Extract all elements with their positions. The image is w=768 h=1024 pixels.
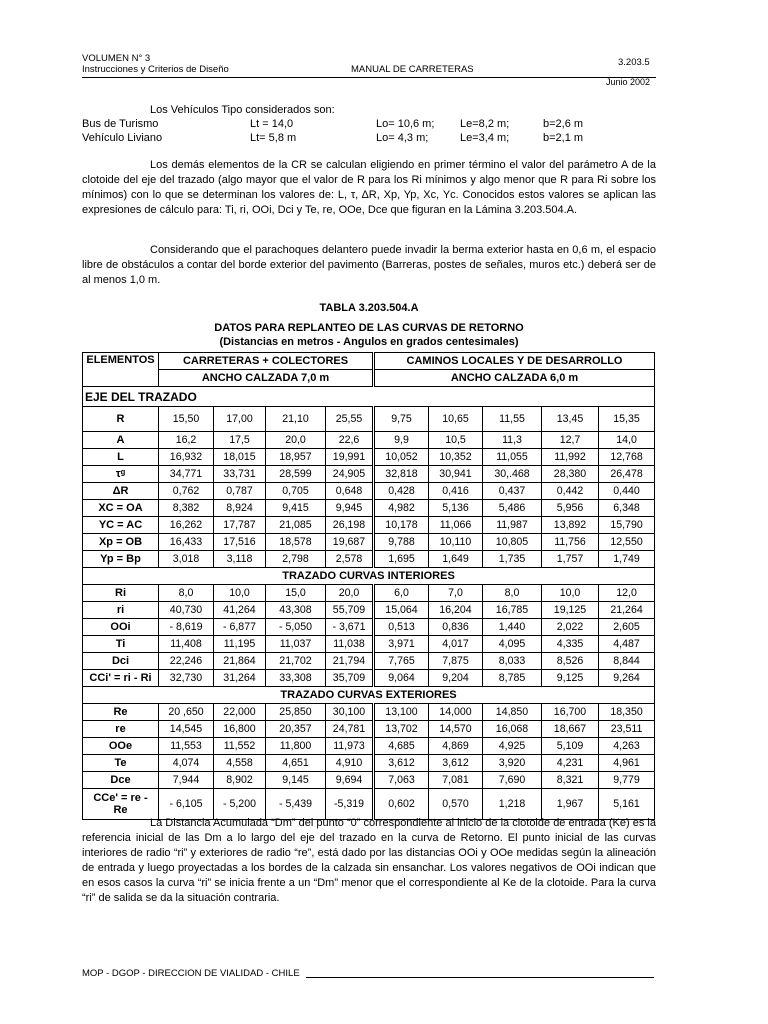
table-row xyxy=(83,602,655,619)
table-cell: 4,335 xyxy=(542,636,599,653)
table-cell: 23,511 xyxy=(599,721,655,738)
table-cell: 5,161 xyxy=(599,789,655,820)
table-cell: 15,0 xyxy=(266,585,326,602)
table-cell: 32,730 xyxy=(159,670,214,687)
table-cell: 5,136 xyxy=(429,500,483,517)
paragraph-parameters: Los demás elementos de la CR se calculan eligiendo en primer término el valor del parámetro A de la clotoide del eje del trazado (algo mayor que el valor de R para los Ri mínimos y algo menor que R para Ri sobre los mínimos) con lo que se determinan los valores de: L, τ, ΔR, Xp, Yp, Xc, Yc. Conocidos estos valores se aplican las expresiones de cálculo para: Ti, ri, OOi, Dci y Te, re, OOe, Dce que figuran en la Lámina 3.203.504.A. xyxy=(82,159,656,216)
table-cell: 1,440 xyxy=(483,619,542,636)
table-cell: 16,068 xyxy=(483,721,542,738)
row-label: XC = OA xyxy=(83,500,159,517)
table-cell: 20,357 xyxy=(266,721,326,738)
table-cell: 0,787 xyxy=(214,483,266,500)
table-cell: 7,944 xyxy=(159,772,214,789)
table-cell: 22,000 xyxy=(214,704,266,721)
vehicle-b: b=2,1 m xyxy=(543,132,584,144)
table-cell: 11,756 xyxy=(542,534,599,551)
table-cell: 4,982 xyxy=(374,500,429,517)
table-cell: 8,321 xyxy=(542,772,599,789)
table-cell: 4,869 xyxy=(429,738,483,755)
table-cell: 5,109 xyxy=(542,738,599,755)
table-cell: 10,0 xyxy=(542,585,599,602)
table-cell: 21,794 xyxy=(326,653,374,670)
table-cell: 35,709 xyxy=(326,670,374,687)
table-cell: 9,779 xyxy=(599,772,655,789)
table-cell: 33,731 xyxy=(214,466,266,483)
table-row xyxy=(83,789,655,820)
table-cell: 14,570 xyxy=(429,721,483,738)
table-cell: 33,308 xyxy=(266,670,326,687)
table-cell: 16,700 xyxy=(542,704,599,721)
table-cell: 0,648 xyxy=(326,483,374,500)
table-cell: 13,45 xyxy=(542,407,599,432)
row-label: L xyxy=(83,449,159,466)
table-cell: 31,264 xyxy=(214,670,266,687)
table-row xyxy=(83,670,655,687)
table-cell: 0,705 xyxy=(266,483,326,500)
table-cell: 16,800 xyxy=(214,721,266,738)
table-cell: 20 ,650 xyxy=(159,704,214,721)
table-cell: 7,081 xyxy=(429,772,483,789)
row-label: Ti xyxy=(83,636,159,653)
table-cell: 10,178 xyxy=(374,517,429,534)
table-cell: 28,599 xyxy=(266,466,326,483)
vehicle-le: Le=8,2 m; xyxy=(460,118,510,130)
table-cell: 12,768 xyxy=(599,449,655,466)
table-cell: 21,085 xyxy=(266,517,326,534)
table-row xyxy=(83,704,655,721)
table-cell: 4,685 xyxy=(374,738,429,755)
table-row xyxy=(83,653,655,670)
table-row xyxy=(83,585,655,602)
table-cell: 8,0 xyxy=(159,585,214,602)
table-cell: 7,765 xyxy=(374,653,429,670)
table-cell: 1,757 xyxy=(542,551,599,568)
table-cell: 7,0 xyxy=(429,585,483,602)
table-cell: 8,382 xyxy=(159,500,214,517)
table-cell: 9,145 xyxy=(266,772,326,789)
table-cell: 9,945 xyxy=(326,500,374,517)
table-cell: 4,910 xyxy=(326,755,374,772)
table-cell: 9,264 xyxy=(599,670,655,687)
table-cell: 0,836 xyxy=(429,619,483,636)
header-group1: CARRETERAS + COLECTORES xyxy=(159,353,374,370)
table-cell: 6,348 xyxy=(599,500,655,517)
paragraph-distance: La Distancia Acumulada “Dm” del punto “0” correspondiente al inicio de la clotoide de entrada (Ke) es la referencia inicial de las Dm a lo largo del eje del trazado en la curva de Retorno. El punto inicial de las curvas interiores de radio “ri” y exteriores de radio “re”, está dado por las distancias OOi y OOe medidas según la alineación de entrada y luego proyectadas a los bordes de la calzada sin ensanchar. Los valores negativos de OOi indican que en esos casos la curva “ri” se inicia frente a un “Dm” menor que el correspondiente al Ke de la clotoide. Para la curva “ri” de salida se da la situación contraria. xyxy=(82,817,656,904)
table-cell: 28,380 xyxy=(542,466,599,483)
table-cell: 11,037 xyxy=(266,636,326,653)
table-cell: 10,805 xyxy=(483,534,542,551)
table-cell: 11,55 xyxy=(483,407,542,432)
table-cell: - 5,200 xyxy=(214,789,266,820)
table-cell: 18,957 xyxy=(266,449,326,466)
table-row xyxy=(83,432,655,449)
table-cell: 11,3 xyxy=(483,432,542,449)
table-cell: 0,428 xyxy=(374,483,429,500)
table-cell: 16,262 xyxy=(159,517,214,534)
table-cell: 2,798 xyxy=(266,551,326,568)
table-cell: 16,433 xyxy=(159,534,214,551)
table-cell: 15,35 xyxy=(599,407,655,432)
table-cell: 0,762 xyxy=(159,483,214,500)
table-cell: 4,558 xyxy=(214,755,266,772)
header-date: Junio 2002 xyxy=(606,77,651,87)
row-label: R xyxy=(83,407,159,432)
table-cell: 7,690 xyxy=(483,772,542,789)
table-cell: 9,125 xyxy=(542,670,599,687)
table-cell: 10,052 xyxy=(374,449,429,466)
table-cell: 1,749 xyxy=(599,551,655,568)
table-cell: 9,9 xyxy=(374,432,429,449)
table-cell: 25,850 xyxy=(266,704,326,721)
table-cell: 15,064 xyxy=(374,602,429,619)
header-manual: MANUAL DE CARRETERAS xyxy=(351,64,474,75)
table-cell: 1,967 xyxy=(542,789,599,820)
table-row xyxy=(83,755,655,772)
table-row xyxy=(83,619,655,636)
table-cell: 2,578 xyxy=(326,551,374,568)
table-cell: 9,415 xyxy=(266,500,326,517)
table-cell: 32,818 xyxy=(374,466,429,483)
table-cell: 11,038 xyxy=(326,636,374,653)
table-cell: 30,100 xyxy=(326,704,374,721)
table-cell: 8,924 xyxy=(214,500,266,517)
row-label: OOe xyxy=(83,738,159,755)
vehicle-lt: Lt = 14,0 xyxy=(250,118,294,130)
paragraph-clearance: Considerando que el parachoques delantero puede invadir la berma exterior hasta en 0,6 m, el espacio libre de obstáculos a contar del borde exterior del pavimento (Barreras, postes de señales, muros etc.) deberá ser de al menos 1,0 m. xyxy=(82,244,656,286)
table-cell: 11,987 xyxy=(483,517,542,534)
table-cell: 16,2 xyxy=(159,432,214,449)
table-cell: 16,932 xyxy=(159,449,214,466)
table-cell: 14,000 xyxy=(429,704,483,721)
table-cell: 9,694 xyxy=(326,772,374,789)
table-cell: 21,264 xyxy=(599,602,655,619)
return-curves-table xyxy=(82,352,655,820)
table-cell: 0,602 xyxy=(374,789,429,820)
table-cell: 13,100 xyxy=(374,704,429,721)
table-cell: 13,892 xyxy=(542,517,599,534)
table-cell: - 8,619 xyxy=(159,619,214,636)
table-cell: 5,486 xyxy=(483,500,542,517)
table-cell: 1,649 xyxy=(429,551,483,568)
table-cell: - 6,105 xyxy=(159,789,214,820)
table-cell: 12,550 xyxy=(599,534,655,551)
table-cell: 10,65 xyxy=(429,407,483,432)
row-label: YC = AC xyxy=(83,517,159,534)
row-label: Dce xyxy=(83,772,159,789)
row-label: Yp = Bp xyxy=(83,551,159,568)
table-cell: 11,992 xyxy=(542,449,599,466)
vehicle-name: Vehículo Liviano xyxy=(82,132,163,144)
table-number: TABLA 3.203.504.A xyxy=(319,302,419,314)
table-cell: 3,118 xyxy=(214,551,266,568)
table-cell: 7,063 xyxy=(374,772,429,789)
table-cell: 13,702 xyxy=(374,721,429,738)
table-cell: 9,204 xyxy=(429,670,483,687)
table-cell: 34,771 xyxy=(159,466,214,483)
section-exteriores: TRAZADO CURVAS EXTERIORES xyxy=(83,687,655,704)
table-cell: 2,605 xyxy=(599,619,655,636)
table-row xyxy=(83,772,655,789)
row-label: τᵍ xyxy=(83,466,159,483)
table-cell: 20,0 xyxy=(326,585,374,602)
table-cell: 7,875 xyxy=(429,653,483,670)
row-label: ΔR xyxy=(83,483,159,500)
table-cell: 3,018 xyxy=(159,551,214,568)
table-cell: 18,667 xyxy=(542,721,599,738)
table-cell: 17,516 xyxy=(214,534,266,551)
table-cell: 4,231 xyxy=(542,755,599,772)
table-cell: 24,905 xyxy=(326,466,374,483)
header-group2-width: ANCHO CALZADA 6,0 m xyxy=(374,370,655,387)
table-cell: 11,553 xyxy=(159,738,214,755)
table-cell: 15,50 xyxy=(159,407,214,432)
table-cell: 9,75 xyxy=(374,407,429,432)
table-row xyxy=(83,517,655,534)
table-cell: 6,0 xyxy=(374,585,429,602)
header-section: 3.203.5 xyxy=(618,57,650,68)
table-cell: 30,.468 xyxy=(483,466,542,483)
table-title: DATOS PARA REPLANTEO DE LAS CURVAS DE RETORNO xyxy=(214,322,524,334)
table-row xyxy=(83,721,655,738)
table-cell: 11,066 xyxy=(429,517,483,534)
table-cell: 11,800 xyxy=(266,738,326,755)
table-cell: 40,730 xyxy=(159,602,214,619)
table-cell: 4,651 xyxy=(266,755,326,772)
table-cell: 55,709 xyxy=(326,602,374,619)
header-elementos: ELEMENTOS xyxy=(83,353,159,387)
footer-rule xyxy=(306,977,654,978)
table-cell: 11,055 xyxy=(483,449,542,466)
vehicle-b: b=2,6 m xyxy=(543,118,584,130)
table-row xyxy=(83,407,655,432)
table-cell: -5,319 xyxy=(326,789,374,820)
table-cell: 3,612 xyxy=(429,755,483,772)
table-cell: 4,925 xyxy=(483,738,542,755)
table-row xyxy=(83,534,655,551)
table-cell: 4,961 xyxy=(599,755,655,772)
table-cell: 10,0 xyxy=(214,585,266,602)
table-cell: 25,55 xyxy=(326,407,374,432)
table-cell: 0,570 xyxy=(429,789,483,820)
table-cell: - 3,671 xyxy=(326,619,374,636)
row-label: A xyxy=(83,432,159,449)
section-interiores: TRAZADO CURVAS INTERIORES xyxy=(83,568,655,585)
table-cell: 3,920 xyxy=(483,755,542,772)
footer-text: MOP - DGOP - DIRECCION DE VIALIDAD - CHILE xyxy=(82,968,300,979)
table-cell: 22,6 xyxy=(326,432,374,449)
row-label: Te xyxy=(83,755,159,772)
header-rule xyxy=(82,77,656,78)
table-cell: 43,308 xyxy=(266,602,326,619)
table-cell: 0,442 xyxy=(542,483,599,500)
table-cell: - 5,050 xyxy=(266,619,326,636)
table-cell: - 5,439 xyxy=(266,789,326,820)
table-cell: 4,487 xyxy=(599,636,655,653)
header-group1-width: ANCHO CALZADA 7,0 m xyxy=(159,370,374,387)
table-cell: 0,416 xyxy=(429,483,483,500)
row-label: Re xyxy=(83,704,159,721)
vehicle-lt: Lt= 5,8 m xyxy=(250,132,297,144)
table-cell: 19,125 xyxy=(542,602,599,619)
table-cell: 26,478 xyxy=(599,466,655,483)
table-cell: 0,437 xyxy=(483,483,542,500)
vehicle-name: Bus de Turismo xyxy=(82,118,159,130)
table-cell: 20,0 xyxy=(266,432,326,449)
table-row xyxy=(83,500,655,517)
table-cell: 9,064 xyxy=(374,670,429,687)
table-cell: 8,526 xyxy=(542,653,599,670)
table-cell: 21,864 xyxy=(214,653,266,670)
vehicles-intro: Los Vehículos Tipo considerados son: xyxy=(150,104,335,116)
vehicle-lo: Lo= 4,3 m; xyxy=(376,132,429,144)
table-cell: 0,440 xyxy=(599,483,655,500)
row-label: Dci xyxy=(83,653,159,670)
table-cell: 10,110 xyxy=(429,534,483,551)
table-cell: 10,5 xyxy=(429,432,483,449)
table-cell: 8,902 xyxy=(214,772,266,789)
table-cell: 4,074 xyxy=(159,755,214,772)
row-label: CCe' = re - Re xyxy=(83,789,159,820)
table-row xyxy=(83,636,655,653)
section-eje: EJE DEL TRAZADO xyxy=(83,387,655,407)
table-cell: 4,095 xyxy=(483,636,542,653)
header-subtitle: Instrucciones y Criterios de Diseño xyxy=(82,64,229,75)
table-cell: 19,991 xyxy=(326,449,374,466)
row-label: CCi' = ri - Ri xyxy=(83,670,159,687)
table-row xyxy=(83,551,655,568)
table-cell: 17,00 xyxy=(214,407,266,432)
table-cell: 17,5 xyxy=(214,432,266,449)
table-cell: 3,612 xyxy=(374,755,429,772)
table-cell: 3,971 xyxy=(374,636,429,653)
table-cell: 14,0 xyxy=(599,432,655,449)
table-cell: 11,552 xyxy=(214,738,266,755)
table-row xyxy=(83,738,655,755)
table-cell: 8,785 xyxy=(483,670,542,687)
table-cell: 1,218 xyxy=(483,789,542,820)
vehicle-le: Le=3,4 m; xyxy=(460,132,510,144)
table-cell: 9,788 xyxy=(374,534,429,551)
row-label: re xyxy=(83,721,159,738)
table-cell: 2,022 xyxy=(542,619,599,636)
table-cell: 11,973 xyxy=(326,738,374,755)
table-cell: 4,017 xyxy=(429,636,483,653)
table-cell: 26,198 xyxy=(326,517,374,534)
table-cell: 15,790 xyxy=(599,517,655,534)
table-cell: 18,350 xyxy=(599,704,655,721)
table-cell: 24,781 xyxy=(326,721,374,738)
row-label: OOi xyxy=(83,619,159,636)
table-cell: 14,850 xyxy=(483,704,542,721)
table-cell: 8,844 xyxy=(599,653,655,670)
table-subtitle: (Distancias en metros - Angulos en grados centesimales) xyxy=(219,336,519,348)
table-cell: 1,695 xyxy=(374,551,429,568)
table-cell: 16,204 xyxy=(429,602,483,619)
table-cell: 22,246 xyxy=(159,653,214,670)
table-cell: 8,033 xyxy=(483,653,542,670)
table-cell: 41,264 xyxy=(214,602,266,619)
row-label: Xp = OB xyxy=(83,534,159,551)
row-label: ri xyxy=(83,602,159,619)
table-cell: 5,956 xyxy=(542,500,599,517)
table-cell: 21,10 xyxy=(266,407,326,432)
table-cell: 14,545 xyxy=(159,721,214,738)
row-label: Ri xyxy=(83,585,159,602)
header-group2: CAMINOS LOCALES Y DE DESARROLLO xyxy=(374,353,655,370)
table-row xyxy=(83,449,655,466)
table-cell: 12,7 xyxy=(542,432,599,449)
table-row xyxy=(83,466,655,483)
table-cell: 21,702 xyxy=(266,653,326,670)
table-cell: 10,352 xyxy=(429,449,483,466)
table-cell: 17,787 xyxy=(214,517,266,534)
table-cell: 12,0 xyxy=(599,585,655,602)
table-cell: 4,263 xyxy=(599,738,655,755)
table-cell: - 6,877 xyxy=(214,619,266,636)
table-cell: 8,0 xyxy=(483,585,542,602)
table-cell: 18,578 xyxy=(266,534,326,551)
table-row xyxy=(83,483,655,500)
table-cell: 30,941 xyxy=(429,466,483,483)
header-volume: VOLUMEN N° 3 xyxy=(82,53,151,64)
table-cell: 0,513 xyxy=(374,619,429,636)
table-cell: 11,195 xyxy=(214,636,266,653)
table-cell: 11,408 xyxy=(159,636,214,653)
table-cell: 19,687 xyxy=(326,534,374,551)
table-cell: 18,015 xyxy=(214,449,266,466)
table-cell: 16,785 xyxy=(483,602,542,619)
vehicle-lo: Lo= 10,6 m; xyxy=(376,118,435,130)
table-cell: 1,735 xyxy=(483,551,542,568)
